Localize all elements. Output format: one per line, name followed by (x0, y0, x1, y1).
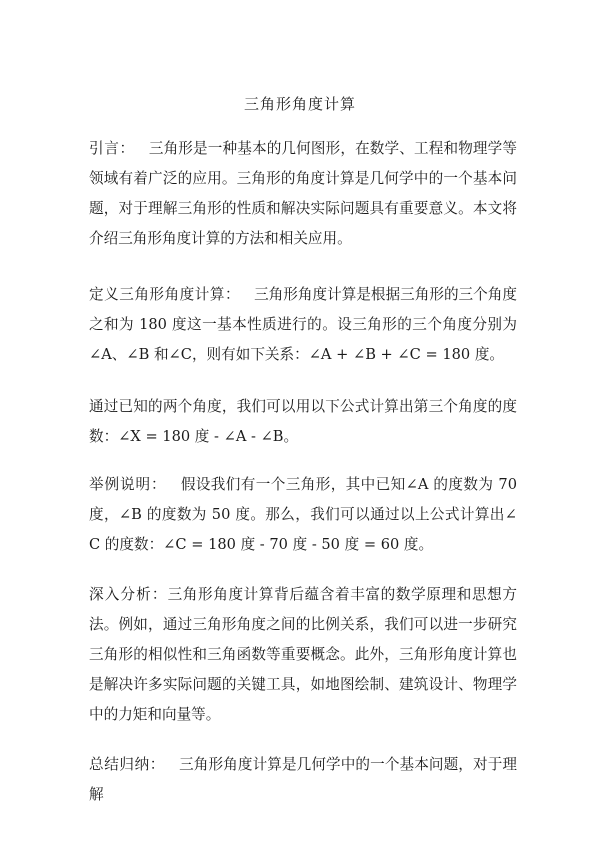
paragraph-example (89, 470, 517, 560)
paragraph-definition (89, 280, 517, 370)
paragraph-label: 定义三角形角度计算： (89, 286, 241, 303)
paragraph-summary (89, 750, 517, 810)
paragraph-text: 通过已知的两个角度，我们可以用以下公式计算出第三个角度的度数：∠X = 180 度 - ∠A - ∠B。 (89, 398, 517, 445)
document-title: 三角形角度计算 (243, 95, 356, 113)
paragraph-text: 假设我们有一个三角形，其中已知∠A 的度数为 70 度，∠B 的度数为 50 度。那么，我们可以通过以上公式计算出∠C 的度数：∠C = 180 度 - 70 度 - 50 度 = 60 度。 (89, 476, 517, 553)
paragraph-text: 三角形角度计算背后蕴含着丰富的数学原理和思想方法。例如，通过三角形角度之间的比例关系，我们可以进一步研究三角形的相似性和三角函数等重要概念。此外，三角形角度计算也是解决许多实际问题的关键工具，如地图绘制、建筑设计、物理学中的力矩和向量等。 (89, 586, 517, 723)
paragraph-text: 三角形是一种基本的几何图形，在数学、工程和物理学等领域有着广泛的应用。三角形的角度计算是几何学中的一个基本问题，对于理解三角形的性质和解决实际问题具有重要意义。本文将介绍三角形角度计算的方法和相关应用。 (89, 140, 517, 247)
paragraph-label: 引言： (89, 140, 135, 157)
paragraph-label: 深入分析： (89, 586, 168, 603)
paragraph-label: 举例说明： (89, 476, 167, 493)
paragraph-text: 三角形角度计算是根据三角形的三个角度之和为 180 度这一基本性质进行的。设三角形的三个角度分别为∠A、∠B 和∠C，则有如下关系：∠A + ∠B + ∠C = 180 度。 (89, 286, 517, 363)
paragraph-text: 三角形角度计算是几何学中的一个基本问题，对于理解 (89, 756, 517, 803)
paragraph-label: 总结归纳： (89, 756, 165, 773)
paragraph-introduction (89, 134, 517, 254)
paragraph-analysis (89, 580, 517, 730)
paragraph-formula (89, 392, 517, 452)
